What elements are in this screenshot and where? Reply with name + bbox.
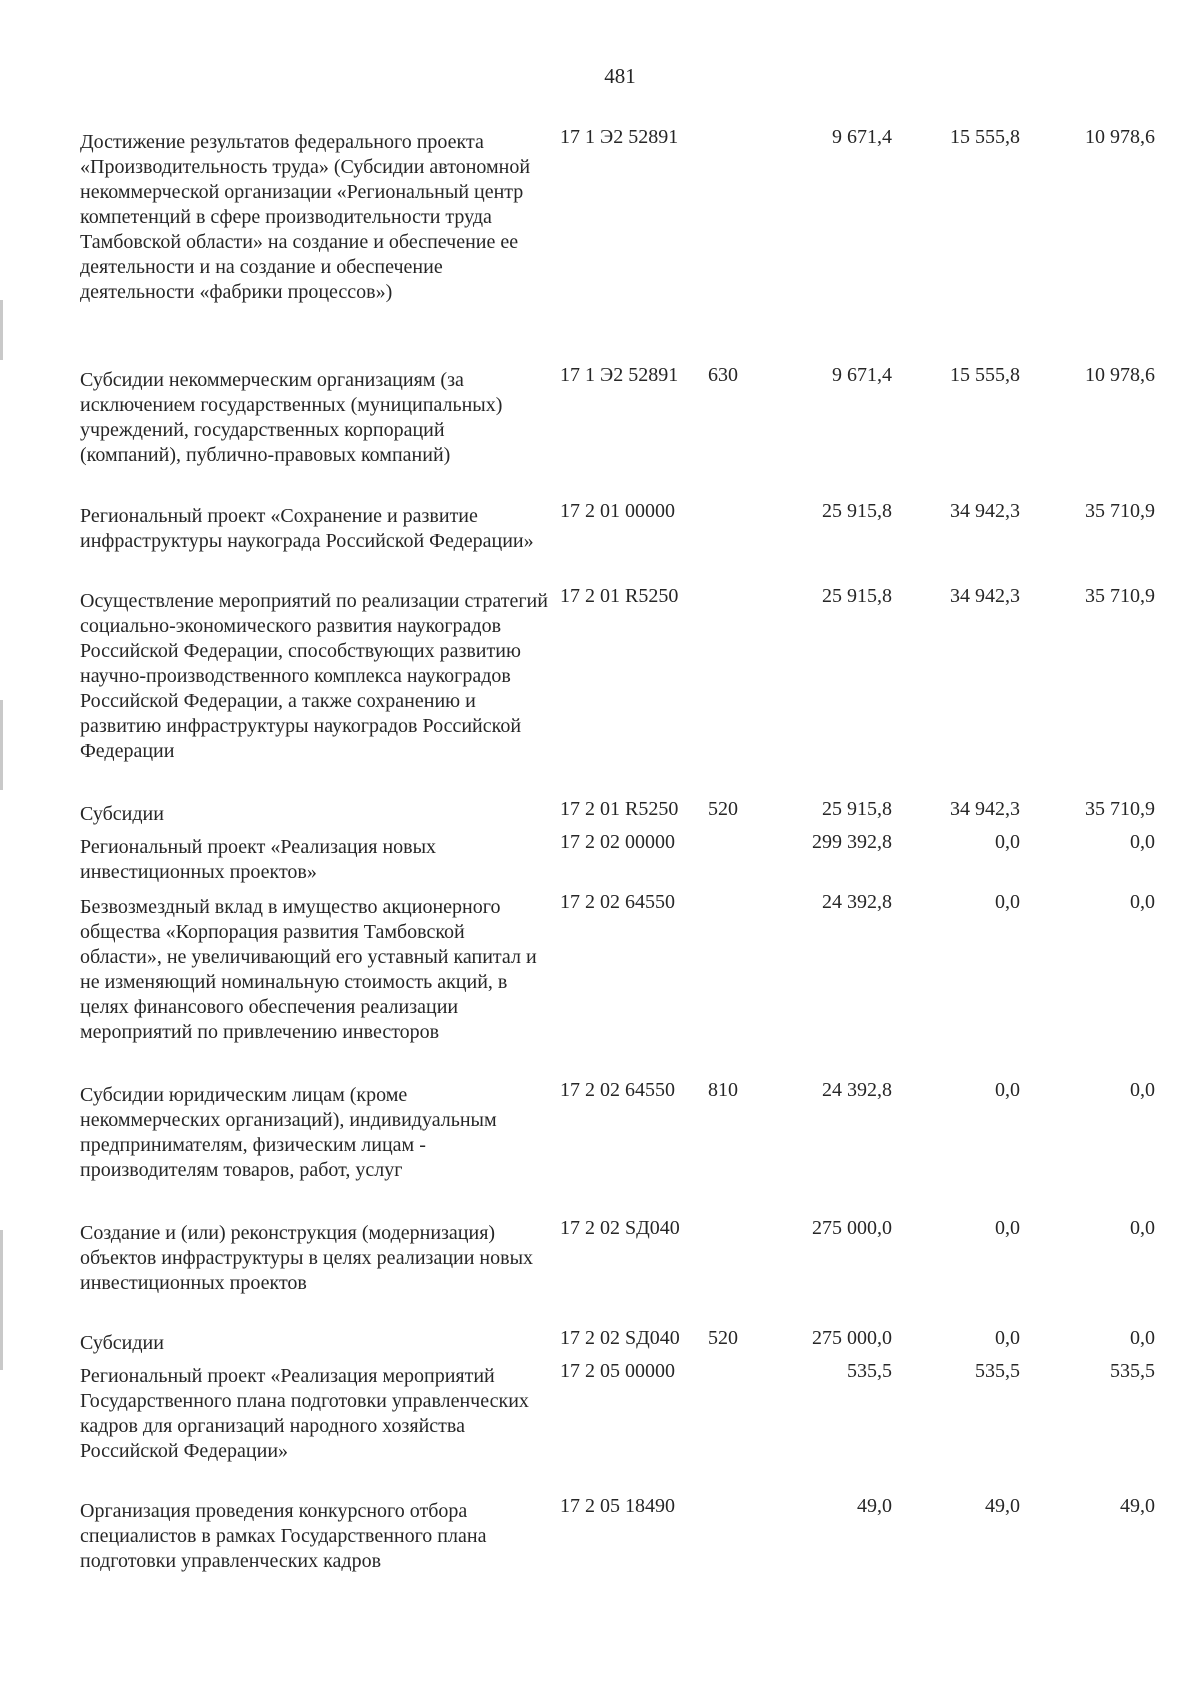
row-value-2: 535,5 <box>975 1360 1020 1382</box>
row-description: Безвозмездный вклад в имущество акционерного общества «Корпорация развития Тамбовской области», не увеличивающий его уставный капитал и не изменяющий номинальную стоимость акций, в целях финансового обеспечения реализации мероприятий по привлечению инвесторов <box>80 896 537 1043</box>
row-code: 17 2 01 00000 <box>560 500 675 522</box>
row-code: 17 1 Э2 52891 <box>560 126 679 148</box>
row-value-2: 15 555,8 <box>950 126 1020 148</box>
row-value-1: 24 392,8 <box>822 891 892 913</box>
row-value-3: 0,0 <box>1130 831 1155 853</box>
row-value-1: 275 000,0 <box>812 1327 892 1349</box>
row-expense-type: 520 <box>708 1327 738 1349</box>
row-expense-type: 520 <box>708 798 738 820</box>
row-code: 17 2 02 64550 <box>560 1079 675 1101</box>
row-code: 17 2 02 64550 <box>560 891 675 913</box>
row-code: 17 2 02 SД040 <box>560 1217 680 1239</box>
row-code: 17 2 01 R5250 <box>560 585 679 607</box>
row-value-1: 49,0 <box>857 1495 892 1517</box>
row-value-1: 9 671,4 <box>832 126 892 148</box>
row-expense-type: 810 <box>708 1079 738 1101</box>
row-value-3: 10 978,6 <box>1085 364 1155 386</box>
scan-edge-mark <box>0 1230 3 1370</box>
row-value-1: 25 915,8 <box>822 798 892 820</box>
row-value-2: 49,0 <box>985 1495 1020 1517</box>
scan-edge-mark <box>0 300 3 360</box>
row-description: Региональный проект «Реализация мероприятий Государственного плана подготовки управленческих кадров для организаций народного хозяйства Российской Федерации» <box>80 1365 529 1462</box>
row-value-3: 49,0 <box>1120 1495 1155 1517</box>
row-value-2: 0,0 <box>995 1079 1020 1101</box>
row-code: 17 2 01 R5250 <box>560 798 679 820</box>
row-value-1: 25 915,8 <box>822 500 892 522</box>
row-value-3: 0,0 <box>1130 891 1155 913</box>
row-code: 17 2 05 18490 <box>560 1495 675 1517</box>
row-value-1: 535,5 <box>847 1360 892 1382</box>
row-value-1: 25 915,8 <box>822 585 892 607</box>
row-description: Достижение результатов федерального проекта «Производительность труда» (Субсидии автономной некоммерческой организации «Региональный центр компетенций в сфере производительности труда Тамбовской области» на создание и обеспечение ее деятельности и на создание и обеспечение деятельности «фабрики процессов») <box>80 131 531 303</box>
row-value-2: 34 942,3 <box>950 798 1020 820</box>
row-value-2: 34 942,3 <box>950 500 1020 522</box>
row-description: Субсидии <box>80 803 164 825</box>
row-value-3: 35 710,9 <box>1085 798 1155 820</box>
row-value-3: 35 710,9 <box>1085 585 1155 607</box>
row-description: Региональный проект «Сохранение и развитие инфраструктуры наукограда Российской Федерации» <box>80 505 534 552</box>
row-value-2: 34 942,3 <box>950 585 1020 607</box>
row-value-3: 10 978,6 <box>1085 126 1155 148</box>
row-value-1: 9 671,4 <box>832 364 892 386</box>
row-description: Организация проведения конкурсного отбора специалистов в рамках Государственного плана подготовки управленческих кадров <box>80 1500 487 1572</box>
row-description: Субсидии некоммерческим организациям (за исключением государственных (муниципальных) учреждений, государственных корпораций (компаний), публично-правовых компаний) <box>80 369 503 466</box>
row-value-1: 275 000,0 <box>812 1217 892 1239</box>
row-value-3: 35 710,9 <box>1085 500 1155 522</box>
row-value-1: 299 392,8 <box>812 831 892 853</box>
row-description: Субсидии <box>80 1332 164 1354</box>
row-description: Субсидии юридическим лицам (кроме некоммерческих организаций), индивидуальным предпринимателям, физическим лицам - производителям товаров, работ, услуг <box>80 1084 497 1181</box>
row-value-3: 0,0 <box>1130 1217 1155 1239</box>
row-value-3: 0,0 <box>1130 1079 1155 1101</box>
row-code: 17 2 02 00000 <box>560 831 675 853</box>
scan-edge-mark <box>0 700 3 790</box>
row-code: 17 2 05 00000 <box>560 1360 675 1382</box>
row-description: Региональный проект «Реализация новых инвестиционных проектов» <box>80 836 437 883</box>
row-value-2: 0,0 <box>995 1217 1020 1239</box>
page-number: 481 <box>604 64 636 88</box>
row-value-1: 24 392,8 <box>822 1079 892 1101</box>
row-value-2: 0,0 <box>995 891 1020 913</box>
row-description: Осуществление мероприятий по реализации стратегий социально-экономического развития наукоградов Российской Федерации, способствующих развитию научно-производственного комплекса наукоградов Российской Федерации, а также сохранению и развитию инфраструктуры наукоградов Российской Федерации <box>80 590 548 762</box>
row-description: Создание и (или) реконструкция (модернизация) объектов инфраструктуры в целях реализации новых инвестиционных проектов <box>80 1222 534 1294</box>
row-value-2: 15 555,8 <box>950 364 1020 386</box>
row-code: 17 2 02 SД040 <box>560 1327 680 1349</box>
row-value-3: 0,0 <box>1130 1327 1155 1349</box>
row-expense-type: 630 <box>708 364 738 386</box>
row-value-3: 535,5 <box>1110 1360 1155 1382</box>
row-value-2: 0,0 <box>995 831 1020 853</box>
row-value-2: 0,0 <box>995 1327 1020 1349</box>
row-code: 17 1 Э2 52891 <box>560 364 679 386</box>
